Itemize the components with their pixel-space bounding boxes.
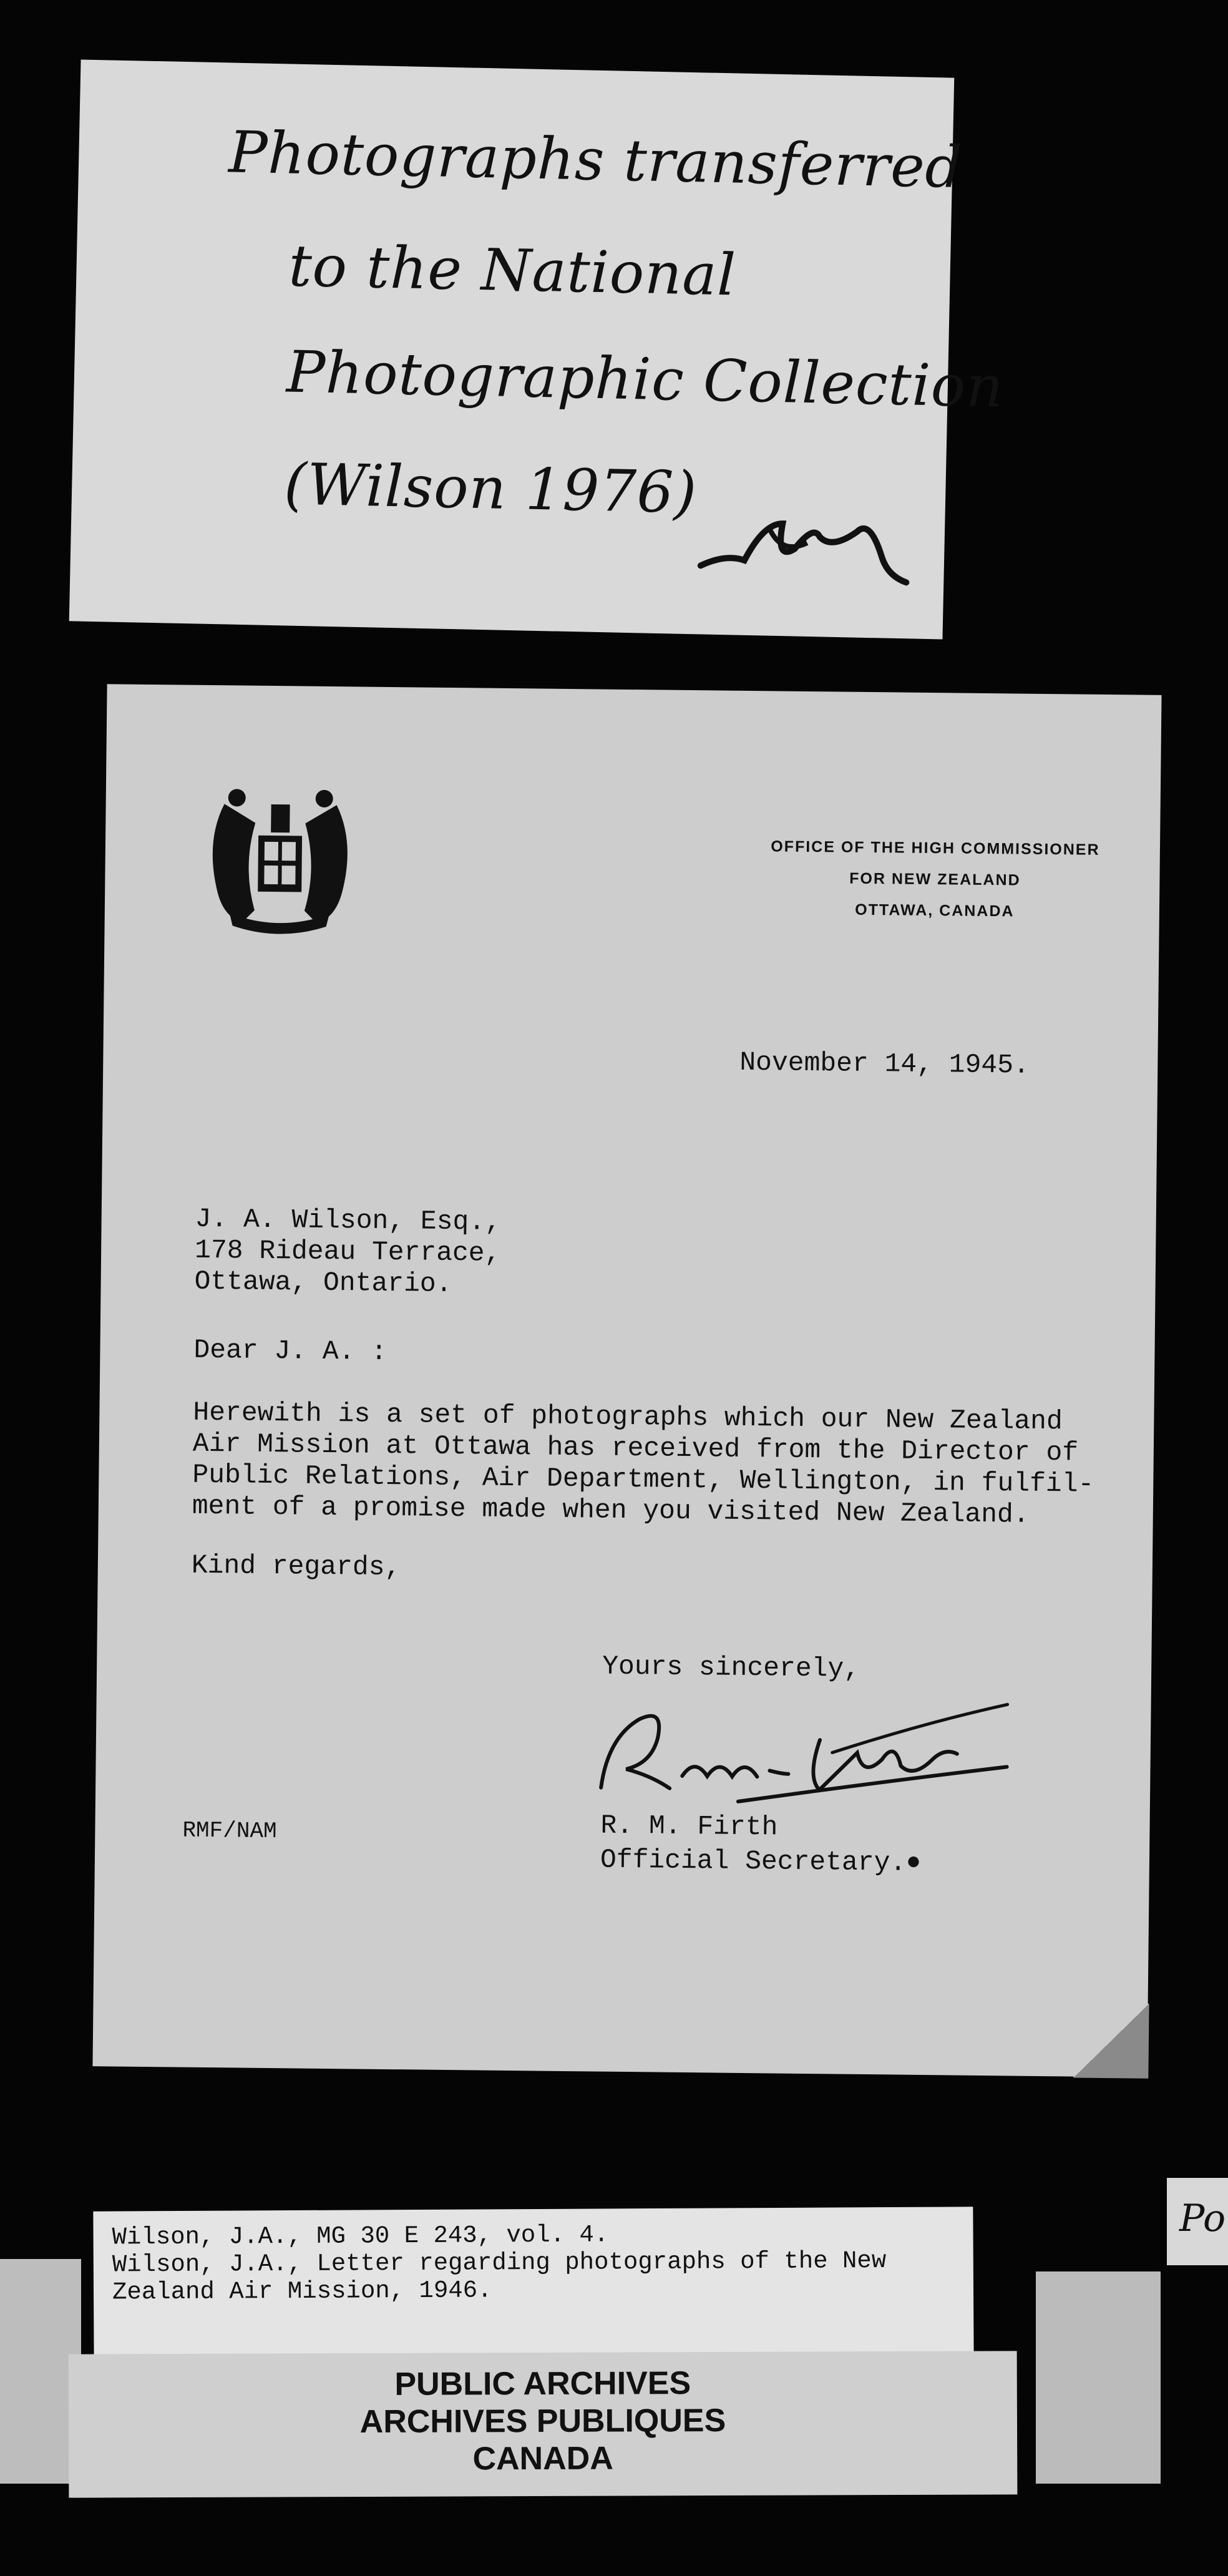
right-side-tab: Po	[1167, 2178, 1228, 2265]
archive-label	[93, 2207, 973, 2367]
address-line-1: J. A. Wilson, Esq.,	[195, 1203, 502, 1237]
archive-label-line-1: Wilson, J.A., MG 30 E 243, vol. 4.	[112, 2221, 609, 2252]
note-line-1: Photographs transferred	[228, 119, 963, 202]
signer-name: R. M. Firth	[600, 1810, 778, 1843]
note-line-4: (Wilson 1976)	[283, 451, 698, 527]
bullet-dot: ●	[905, 1848, 922, 1877]
stamp-line-3: CANADA	[472, 2440, 613, 2477]
note-line-3: Photographic Collection	[286, 338, 1005, 421]
right-paper-strip	[1036, 2271, 1161, 2484]
reference-initials: RMF/NAM	[182, 1817, 277, 1845]
body-line-1: Herewith is a set of photographs which our New Zealand	[193, 1397, 1063, 1437]
closing-regards: Kind regards,	[191, 1549, 401, 1583]
letterhead-line-2: FOR NEW ZEALAND	[849, 869, 1021, 889]
address-line-2: 178 Rideau Terrace,	[194, 1234, 501, 1269]
salutation: Dear J. A. :	[193, 1334, 387, 1367]
public-archives-stamp	[69, 2351, 1018, 2497]
address-line-3: Ottawa, Ontario.	[194, 1266, 452, 1300]
letterhead-line-3: OTTAWA, CANADA	[855, 900, 1015, 920]
note-line-2: to the National	[288, 232, 737, 309]
letter-page	[92, 684, 1161, 2077]
page-curl	[1073, 2003, 1149, 2079]
archive-label-line-3: Zealand Air Mission, 1946.	[112, 2276, 492, 2306]
note-initials-scribble	[69, 59, 955, 639]
handwritten-note-card	[69, 59, 1005, 639]
stamp-line-1: PUBLIC ARCHIVES	[394, 2365, 691, 2403]
letterhead-line-1: OFFICE OF THE HIGH COMMISSIONER	[771, 837, 1100, 859]
valediction: Yours sincerely,	[602, 1651, 860, 1684]
handwritten-signature	[582, 1681, 1020, 1829]
signer-title: Official Secretary.	[600, 1844, 907, 1878]
body-line-4: ment of a promise made when you visited New Zealand.	[192, 1490, 1030, 1530]
stamp-line-2: ARCHIVES PUBLIQUES	[359, 2402, 726, 2441]
archive-label-line-2: Wilson, J.A., Letter regarding photographs of the New	[112, 2247, 887, 2279]
new-zealand-coat-of-arms-icon	[198, 779, 362, 943]
body-line-3: Public Relations, Air Department, Wellington, in fulfil-	[192, 1459, 1094, 1500]
body-line-2: Air Mission at Ottawa has received from the Director of	[192, 1428, 1079, 1468]
letter-date: November 14, 1945.	[739, 1046, 1030, 1081]
